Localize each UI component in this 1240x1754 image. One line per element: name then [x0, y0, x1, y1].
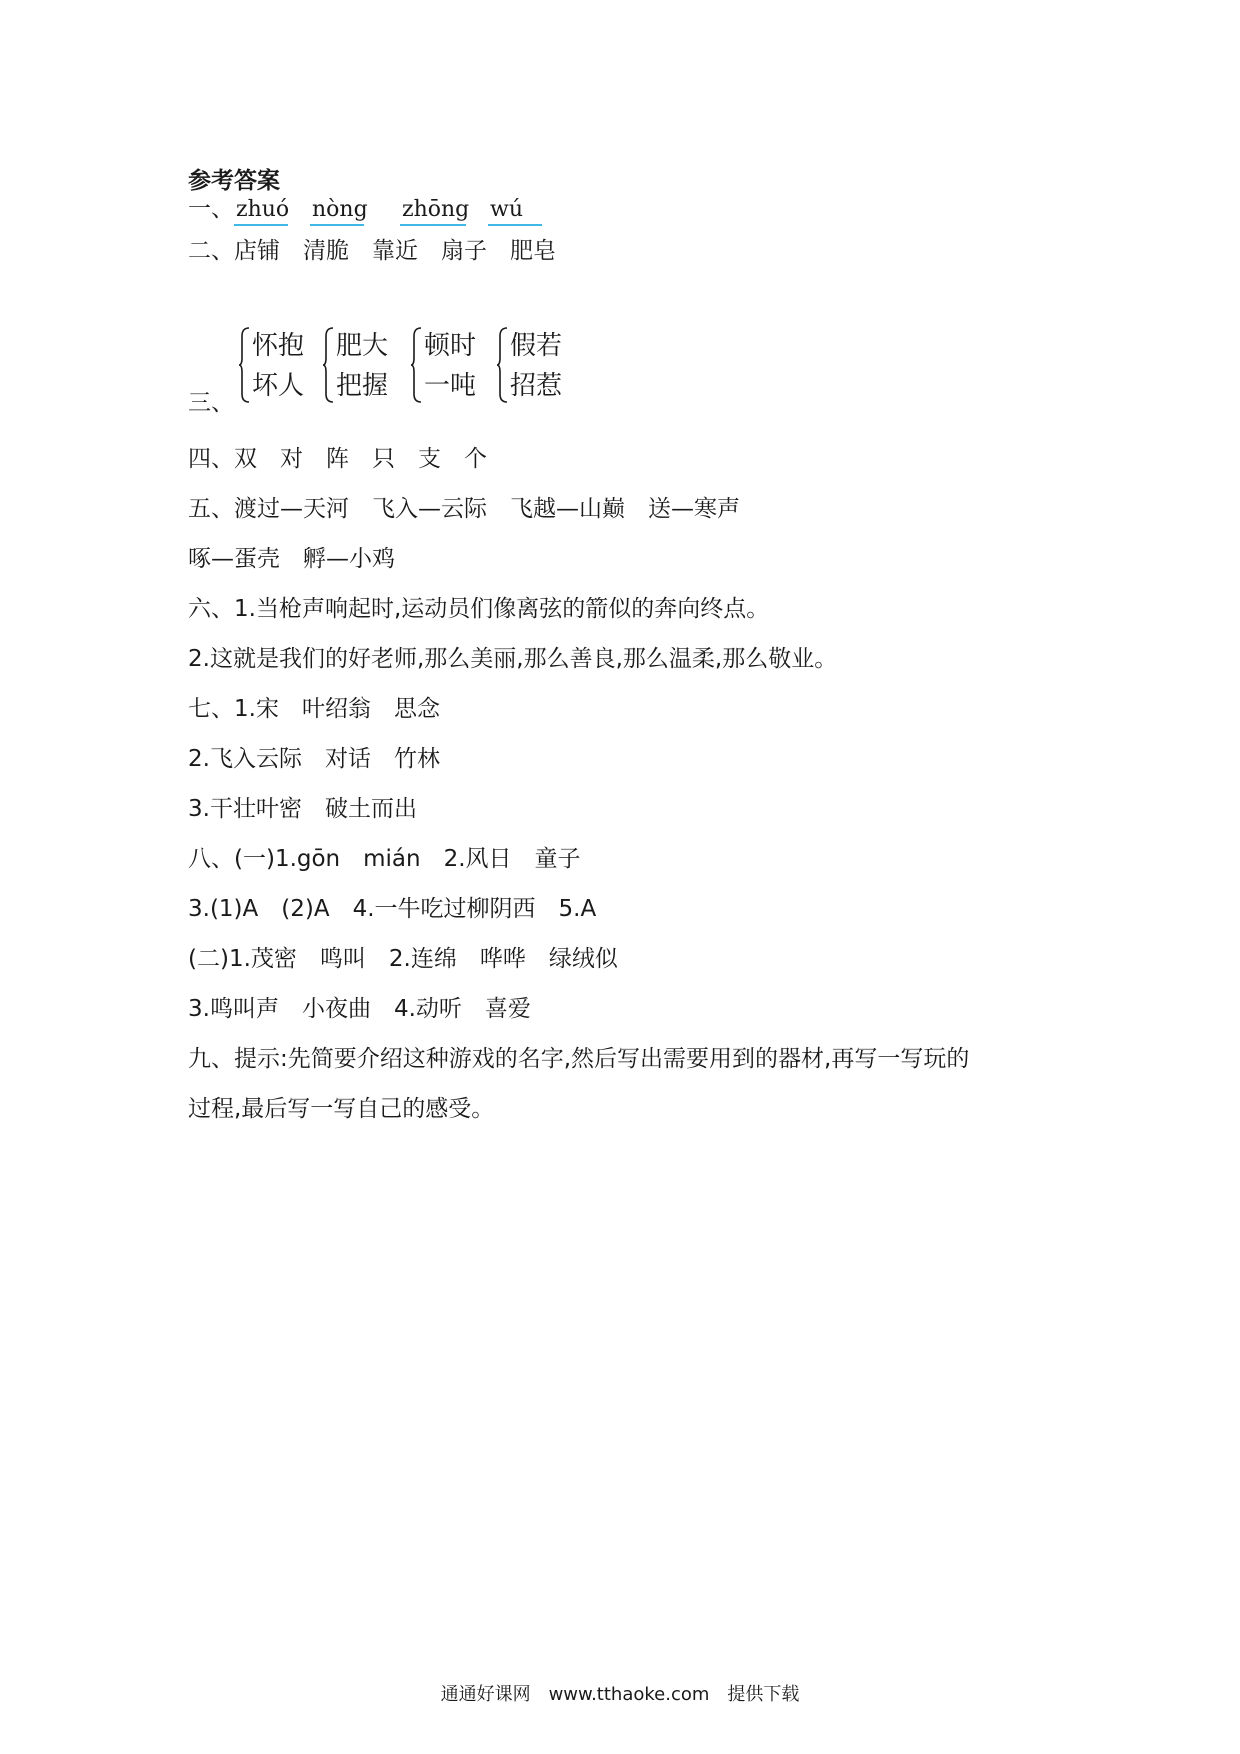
answer-line: 八、(一)1.gōn mián 2.风日 童子 [188, 846, 581, 872]
pinyin-answer: nòng [310, 197, 364, 226]
brace-icon [322, 326, 334, 404]
section-3-label: 三、 [188, 390, 234, 416]
section-1-label: 一、 [188, 196, 234, 222]
word-bottom: 招惹 [510, 371, 563, 401]
answer-line: 2.这就是我们的好老师,那么美丽,那么善良,那么温柔,那么敬业。 [188, 646, 838, 672]
answer-line: 3.鸣叫声 小夜曲 4.动听 喜爱 [188, 996, 531, 1022]
page-title: 参考答案 [188, 168, 280, 194]
word-bottom: 坏人 [252, 371, 305, 401]
pinyin-answer: wú [488, 197, 542, 226]
answer-line: 四、双 对 阵 只 支 个 [188, 446, 487, 472]
brace-icon [238, 326, 250, 404]
answer-line: 九、提示:先简要介绍这种游戏的名字,然后写出需要用到的器材,再写一写玩的 [188, 1046, 970, 1072]
word-top: 假若 [510, 331, 563, 361]
pinyin-answer: zhuó [234, 197, 288, 226]
answer-line: 七、1.宋 叶绍翁 思念 [188, 696, 440, 722]
answer-line: 2.飞入云际 对话 竹林 [188, 746, 440, 772]
answer-line: 3.干壮叶密 破土而出 [188, 796, 417, 822]
answer-line: 五、渡过—天河 飞入—云际 飞越—山巅 送—寒声 [188, 496, 740, 522]
brace-icon [410, 326, 422, 404]
section-1 [188, 194, 564, 226]
answer-line: 六、1.当枪声响起时,运动员们像离弦的箭似的奔向终点。 [188, 596, 770, 622]
brace-icon [496, 326, 508, 404]
word-top: 肥大 [336, 331, 389, 361]
word-top: 顿时 [424, 331, 477, 361]
answer-line: 啄—蛋壳 孵—小鸡 [188, 546, 395, 572]
section-2: 二、店铺 清脆 靠近 扇子 肥皂 [188, 238, 556, 264]
word-bottom: 一吨 [424, 371, 477, 401]
pinyin-answer: zhōng [400, 197, 466, 226]
answer-line: (二)1.茂密 鸣叫 2.连绵 哗哗 绿绒似 [188, 946, 618, 972]
word-bottom: 把握 [336, 371, 389, 401]
word-top: 怀抱 [252, 331, 305, 361]
answer-line: 3.(1)A (2)A 4.一牛吃过柳阴西 5.A [188, 896, 597, 922]
answer-line: 过程,最后写一写自己的感受。 [188, 1096, 495, 1122]
footer-credit: 通通好课网 www.tthaoke.com 提供下载 [440, 1684, 800, 1705]
